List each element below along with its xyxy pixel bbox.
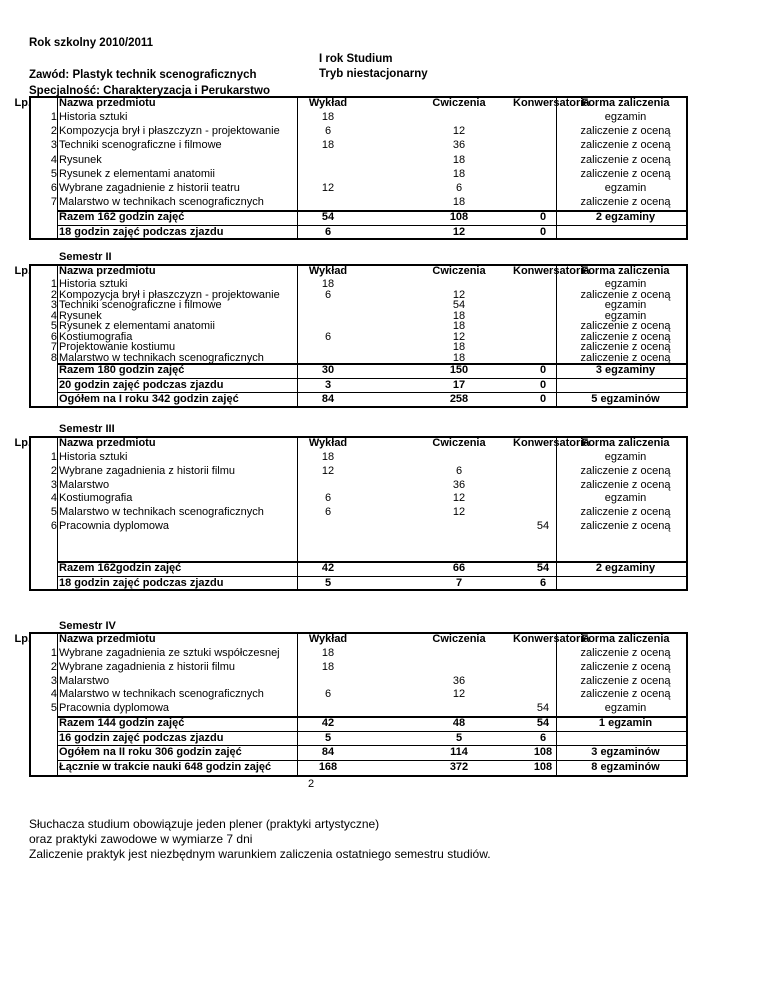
assessment-form: zaliczenie z oceną (580, 167, 671, 180)
table-row (29, 111, 687, 124)
table-row (29, 353, 687, 364)
subject-name: Techniki scenograficzne i filmowe (59, 299, 222, 311)
total-exams: 5 egzaminów (591, 393, 660, 405)
row-number: 5 (50, 506, 57, 519)
exercise-hours: 12 (452, 688, 466, 701)
assessment-form: zaliczenie z oceną (580, 196, 671, 209)
exercise-hours: 12 (452, 492, 466, 505)
row-number: 2 (50, 660, 57, 673)
subject-name: Historia sztuki (59, 451, 128, 463)
row-number: 1 (50, 451, 57, 463)
exercise-hours: 6 (455, 464, 463, 477)
subject-name: Kostiumografia (59, 492, 133, 505)
table-row (29, 702, 687, 715)
footer-line-2: oraz praktyki zawodowe w wymiarze 7 dni (29, 832, 253, 846)
exercise-hours: 36 (452, 674, 466, 687)
table-row (29, 520, 687, 533)
assessment-form: egzamin (604, 111, 647, 123)
assessment-form: zaliczenie z oceną (580, 341, 671, 353)
lecture-hours: 18 (321, 647, 335, 659)
totals-row (29, 562, 687, 575)
row-number: 3 (50, 139, 57, 152)
subject-name: Pracownia dyplomowa (59, 520, 170, 532)
lecture-hours: 18 (321, 139, 335, 152)
total-conversatory: 0 (539, 393, 547, 405)
total-lecture: 3 (324, 379, 332, 391)
totals-label: Razem 144 godzin zajęć (59, 717, 185, 729)
assessment-form: zaliczenie z oceną (580, 478, 671, 491)
row-number: 5 (50, 167, 57, 180)
assessment-form: egzamin (604, 278, 647, 290)
lecture-hours: 6 (324, 492, 332, 505)
total-conversatory: 6 (539, 732, 547, 744)
table-row (29, 168, 687, 181)
exercise-hours: 18 (452, 167, 466, 180)
table-row (29, 182, 687, 195)
totals-row (29, 379, 687, 392)
lecture-hours: 18 (321, 278, 335, 290)
exercise-hours: 12 (452, 330, 466, 343)
row-number: 3 (50, 478, 57, 491)
total-exercises: 66 (452, 562, 466, 574)
lecture-hours: 18 (321, 451, 335, 463)
totals-label: Ogółem na II roku 306 godzin zajęć (59, 746, 242, 758)
subject-name: Kostiumografia (59, 330, 133, 343)
total-exams: 8 egzaminów (591, 761, 660, 773)
totals-row (29, 746, 687, 759)
table-row (29, 342, 687, 353)
row-number: 3 (50, 299, 57, 311)
totals-row (29, 211, 687, 224)
footer-line-1: Słuchacza studium obowiązuje jeden plener (praktyki artystyczne) (29, 817, 380, 831)
page-number: 2 (308, 778, 315, 790)
subject-name: Pracownia dyplomowa (59, 702, 170, 715)
exercise-hours: 36 (452, 478, 466, 491)
conversatory-hours: 54 (536, 702, 550, 715)
table-row (29, 139, 687, 152)
totals-label: Razem 162 godzin zajęć (59, 211, 185, 223)
table-row (29, 125, 687, 138)
exercise-hours: 12 (452, 506, 466, 519)
total-exercises: 114 (450, 746, 468, 758)
total-lecture: 84 (321, 393, 335, 405)
assessment-form: zaliczenie z oceną (580, 688, 671, 701)
exercise-hours: 18 (452, 341, 466, 353)
semester-1-header: Lp. Nazwa przedmiotu Wykład Ćwiczenia Konwersatoria Forma zaliczenia (14, 97, 670, 109)
totals-row (29, 732, 687, 745)
totals-label: 16 godzin zajęć podczas zjazdu (59, 732, 224, 744)
total-exams: 1 egzamin (598, 717, 653, 729)
row-number: 4 (50, 309, 57, 322)
semester-4-title: Semestr IV (59, 620, 116, 632)
assessment-form: zaliczenie z oceną (580, 647, 671, 659)
row-number: 1 (50, 278, 57, 290)
total-exams: 2 egzaminy (595, 211, 656, 223)
semester-2-title: Semestr II (59, 251, 112, 263)
total-conversatory: 54 (536, 562, 550, 574)
subject-name: Historia sztuki (59, 278, 128, 290)
assessment-form: zaliczenie z oceną (580, 351, 671, 364)
row-number: 7 (50, 196, 57, 209)
table-row (29, 506, 687, 519)
total-exercises: 5 (455, 732, 463, 744)
row-number: 8 (50, 351, 57, 364)
row-number: 3 (50, 674, 57, 687)
row-number: 2 (50, 464, 57, 477)
row-number: 2 (50, 288, 57, 301)
exercise-hours: 18 (452, 351, 466, 364)
exercise-hours: 18 (452, 309, 466, 322)
total-exams: 3 egzaminy (595, 364, 656, 376)
subject-name: Malarstwo (59, 674, 110, 687)
total-exercises: 108 (449, 211, 469, 223)
total-lecture: 168 (318, 761, 338, 773)
conversatory-hours: 54 (536, 520, 550, 532)
row-number: 6 (50, 182, 57, 194)
table-row (29, 196, 687, 209)
total-lecture: 5 (324, 577, 332, 589)
subject-name: Malarstwo w technikach scenograficznych (59, 506, 264, 519)
table-row (29, 492, 687, 505)
assessment-form: zaliczenie z oceną (580, 464, 671, 477)
assessment-form: zaliczenie z oceną (580, 320, 671, 332)
assessment-form: zaliczenie z oceną (580, 520, 671, 532)
totals-label: 18 godzin zajęć podczas zjazdu (59, 577, 224, 589)
table-row (29, 451, 687, 464)
total-exercises: 150 (449, 364, 469, 376)
total-lecture: 42 (321, 717, 335, 729)
footer-line-3: Zaliczenie praktyk jest niezbędnym warunkiem zaliczenia ostatniego semestru studiów. (29, 847, 491, 861)
total-lecture: 30 (321, 364, 335, 376)
subject-name: Rysunek z elementami anatomii (59, 167, 215, 180)
table-row (29, 661, 687, 674)
assessment-form: zaliczenie z oceną (580, 153, 671, 166)
assessment-form: egzamin (604, 451, 647, 463)
subject-name: Kompozycja brył i płaszczyzn - projektowanie (59, 125, 280, 138)
table-row (29, 465, 687, 478)
exercise-hours: 18 (452, 196, 466, 209)
exercise-hours: 54 (452, 299, 466, 311)
subject-name: Malarstwo w technikach scenograficznych (59, 351, 264, 364)
specialty: Specjalność: Charakteryzacja i Perukarstwo (29, 85, 270, 97)
row-number: 5 (50, 320, 57, 332)
subject-name: Wybrane zagadnienie z historii teatru (59, 182, 240, 194)
exercise-hours: 18 (452, 320, 466, 332)
subject-name: Rysunek (59, 153, 102, 166)
row-number: 1 (50, 647, 57, 659)
total-exercises: 7 (455, 577, 463, 589)
table-row (29, 279, 687, 290)
lecture-hours: 6 (324, 330, 332, 343)
assessment-form: egzamin (604, 299, 647, 311)
subject-name: Historia sztuki (59, 111, 128, 123)
total-exercises: 12 (452, 226, 466, 238)
assessment-form: zaliczenie z oceną (580, 125, 671, 138)
lecture-hours: 6 (324, 125, 332, 138)
assessment-form: egzamin (604, 492, 647, 505)
exercise-hours: 12 (452, 288, 466, 301)
table-row (29, 675, 687, 688)
assessment-form: egzamin (604, 309, 647, 322)
total-conversatory: 0 (539, 226, 547, 238)
lecture-hours: 6 (324, 688, 332, 701)
study-mode: Tryb niestacjonarny (319, 68, 428, 80)
row-number: 4 (50, 492, 57, 505)
lecture-hours: 12 (321, 182, 335, 194)
total-conversatory: 108 (533, 746, 553, 758)
table-row (29, 154, 687, 167)
subject-name: Malarstwo w technikach scenograficznych (59, 196, 264, 209)
lecture-hours: 18 (321, 660, 335, 673)
row-number: 4 (50, 153, 57, 166)
semester-2-header: Lp. Nazwa przedmiotu Wykład Ćwiczenia Konwersatoria Forma zaliczenia (14, 265, 670, 277)
lecture-hours: 6 (324, 288, 332, 301)
total-exams: 3 egzaminów (591, 746, 660, 758)
exercise-hours: 18 (452, 153, 466, 166)
row-number: 6 (50, 330, 57, 343)
lecture-hours: 12 (321, 464, 335, 477)
subject-name: Kompozycja brył i płaszczyzn - projektowanie (59, 288, 280, 301)
semester-3-header: Lp. Nazwa przedmiotu Wykład Ćwiczenia Konwersatoria Forma zaliczenia (14, 437, 670, 449)
totals-label: Łącznie w trakcie nauki 648 godzin zajęć (59, 761, 272, 773)
total-exercises: 372 (449, 761, 469, 773)
exercise-hours: 12 (452, 125, 466, 138)
exercise-hours: 36 (452, 139, 466, 152)
subject-name: Techniki scenograficzne i filmowe (59, 139, 222, 152)
totals-label: Razem 180 godzin zajęć (59, 364, 185, 376)
assessment-form: zaliczenie z oceną (580, 139, 671, 152)
total-lecture: 5 (324, 732, 332, 744)
assessment-form: egzamin (604, 182, 647, 194)
total-exercises: 258 (449, 393, 469, 405)
lecture-hours: 18 (321, 111, 335, 123)
totals-row (29, 393, 687, 406)
lecture-hours: 6 (324, 506, 332, 519)
table-row (29, 321, 687, 332)
row-number: 6 (50, 520, 57, 532)
totals-label: 20 godzin zajęć podczas zjazdu (59, 379, 224, 391)
total-lecture: 42 (321, 562, 335, 574)
assessment-form: zaliczenie z oceną (580, 288, 671, 301)
row-number: 1 (50, 111, 57, 123)
row-number: 2 (50, 125, 57, 138)
total-conversatory: 0 (539, 364, 547, 376)
semester-4-header: Lp. Nazwa przedmiotu Wykład Ćwiczenia Konwersatoria Forma zaliczenia (14, 633, 670, 645)
assessment-form: zaliczenie z oceną (580, 506, 671, 519)
total-conversatory: 6 (539, 577, 547, 589)
profession: Zawód: Plastyk technik scenograficznych (29, 69, 257, 81)
totals-row (29, 717, 687, 730)
total-conversatory: 0 (539, 379, 547, 391)
assessment-form: egzamin (604, 702, 647, 715)
subject-name: Malarstwo w technikach scenograficznych (59, 688, 264, 701)
totals-row (29, 364, 687, 377)
row-number: 4 (50, 688, 57, 701)
total-exercises: 48 (452, 717, 466, 729)
subject-name: Rysunek (59, 309, 102, 322)
subject-name: Wybrane zagadnienia z historii filmu (59, 660, 235, 673)
assessment-form: zaliczenie z oceną (580, 330, 671, 343)
total-conversatory: 54 (536, 717, 550, 729)
assessment-form: zaliczenie z oceną (580, 674, 671, 687)
row-number: 5 (50, 702, 57, 715)
total-conversatory: 108 (533, 761, 553, 773)
total-lecture: 6 (324, 226, 332, 238)
total-lecture: 84 (321, 746, 335, 758)
course-year: I rok Studium (319, 53, 393, 65)
total-lecture: 54 (321, 211, 335, 223)
total-exams: 2 egzaminy (595, 562, 656, 574)
school-year: Rok szkolny 2010/2011 (29, 37, 154, 49)
table-row (29, 479, 687, 492)
totals-row (29, 226, 687, 239)
total-exercises: 17 (452, 379, 466, 391)
totals-label: Razem 162godzin zajęć (59, 562, 182, 574)
table-row (29, 688, 687, 701)
table-row (29, 300, 687, 311)
total-conversatory: 0 (539, 211, 547, 223)
totals-label: Ogółem na I roku 342 godzin zajęć (59, 393, 239, 405)
subject-name: Projektowanie kostiumu (59, 341, 176, 353)
exercise-hours: 6 (455, 182, 463, 194)
row-number: 7 (50, 341, 57, 353)
semester-3-title: Semestr III (59, 423, 115, 435)
subject-name: Wybrane zagadnienia ze sztuki współczesnej (59, 647, 280, 659)
subject-name: Malarstwo (59, 478, 110, 491)
totals-row (29, 761, 687, 774)
totals-label: 18 godzin zajęć podczas zjazdu (59, 226, 224, 238)
table-row (29, 647, 687, 660)
subject-name: Rysunek z elementami anatomii (59, 320, 215, 332)
assessment-form: zaliczenie z oceną (580, 660, 671, 673)
subject-name: Wybrane zagadnienia z historii filmu (59, 464, 235, 477)
totals-row (29, 577, 687, 590)
